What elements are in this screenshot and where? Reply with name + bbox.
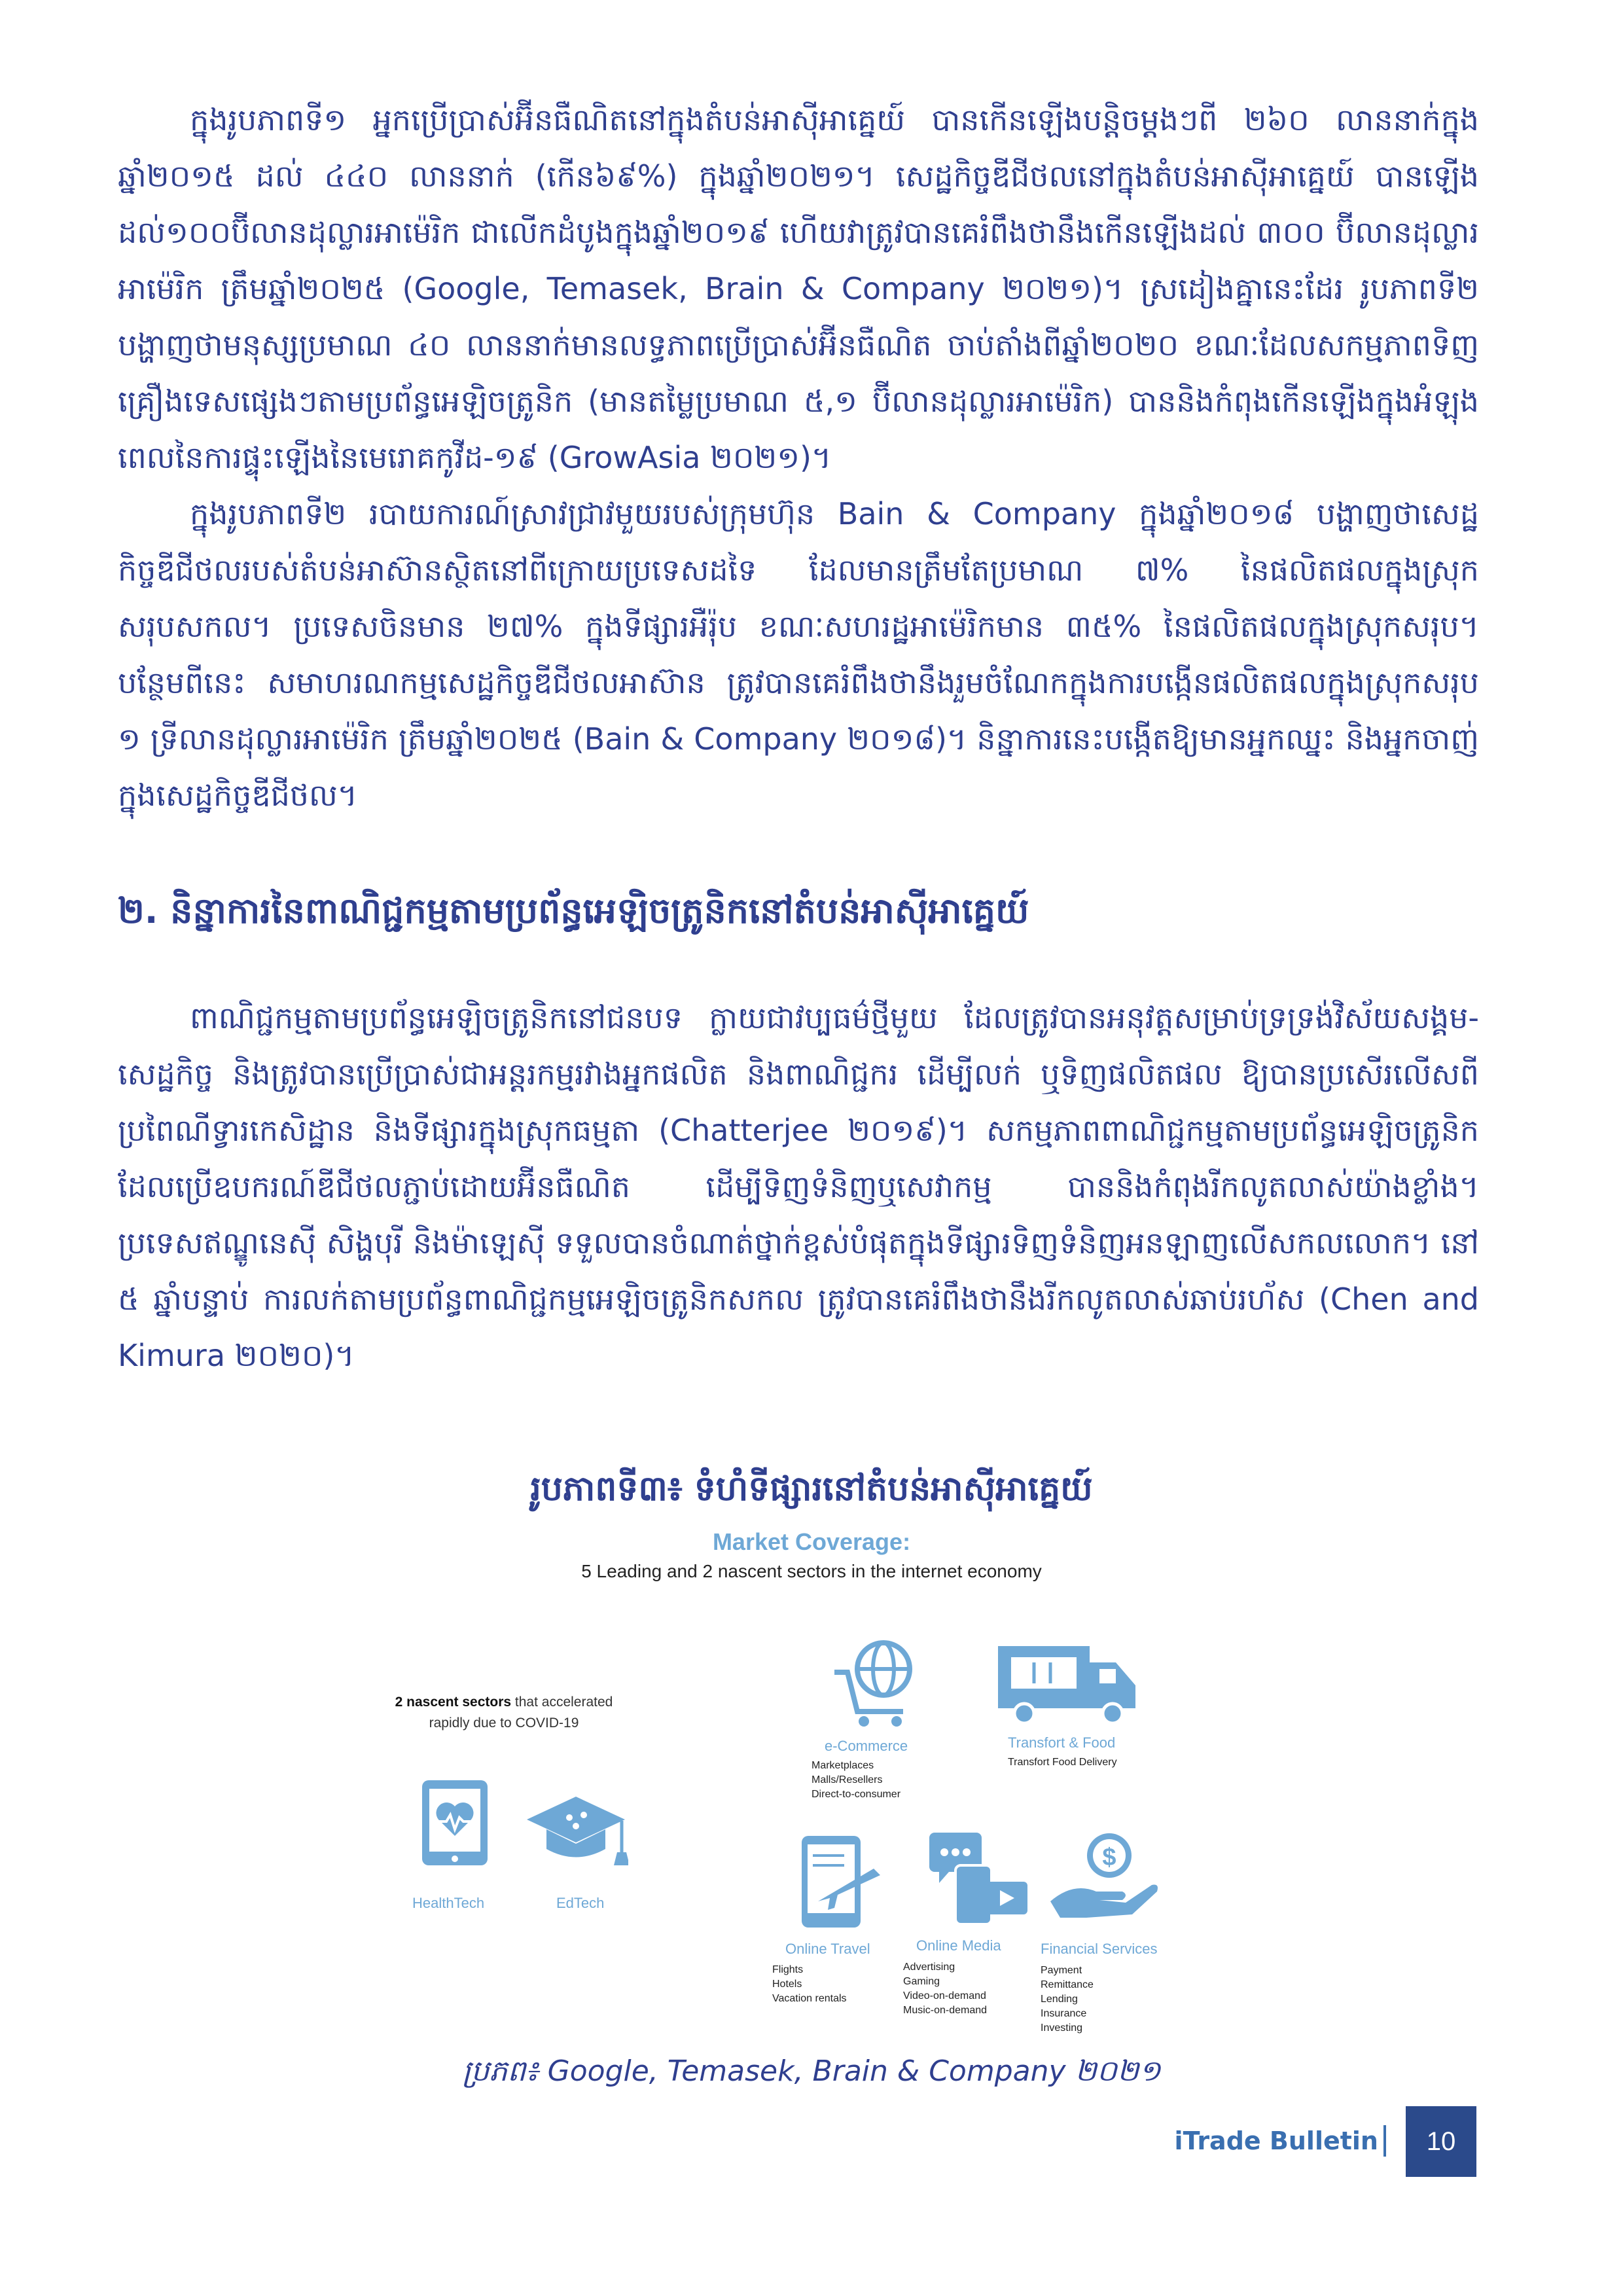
ecommerce-items bbox=[812, 1759, 901, 1802]
ecommerce-item: Marketplaces bbox=[812, 1760, 874, 1771]
transport-items bbox=[1008, 1755, 1117, 1770]
financial-items bbox=[1041, 1964, 1094, 2036]
healthtech-label: HealthTech bbox=[412, 1895, 485, 1911]
edtech-label: EdTech bbox=[556, 1895, 605, 1911]
transport-label: Transfort & Food bbox=[1008, 1734, 1116, 1751]
media-item: Gaming bbox=[903, 1976, 940, 1987]
paragraph-2: ក្នុងរូបភាពទី២ របាយការណ៍ស្រាវជ្រាវមួយរបស់ក្រុមហ៊ុន Bain & Company ក្នុងឆ្នាំ២០១៨ បង្ហាញថាសេដ្ឋកិច្ចឌីជីថលរបស់តំបន់អាស៊ានស្ថិតនៅពីក្រោយប្រទេសដទៃ ដែលមានត្រឹមតែប្រមាណ ៧% នៃផលិតផលក្នុងស្រុកសរុបសកល។ ប្រទេសចិនមាន ២៧% ក្នុងទីផ្សារអឺរ៉ុប ខណៈសហរដ្ឋអាម៉េរិកមាន ៣៥% នៃផលិតផលក្នុងស្រុកសរុប។ បន្ថែមពីនេះ សមាហរណកម្មសេដ្ឋកិច្ចឌីជីថលអាស៊ាន ត្រូវបានគេរំពឹងថានឹងរួមចំណែកក្នុងការបង្កើនផលិតផលក្នុងស្រុកសរុប ១ ទ្រីលានដុល្លារអាម៉េរិក ត្រឹមឆ្នាំ២០២៥ (Bain & Company ២០១៨)។ និន្នាការនេះបង្កើតឱ្យមានអ្នកឈ្នះ និងអ្នកចាញ់ក្នុងសេដ្ឋកិច្ចឌីជីថល។ bbox=[118, 496, 1479, 813]
paragraph-1: ក្នុងរូបភាពទី១ អ្នកប្រើប្រាស់អ៊ីនធឺណិតនៅក្នុងតំបន់អាស៊ីអាគ្នេយ៍ បានកើនឡើងបន្តិចម្តងៗពី ២៦០ លាននាក់ក្នុងឆ្នាំ២០១៥ ដល់ ៤៤០ លាននាក់ (កើន៦៩%) ក្នុងឆ្នាំ២០២១។ សេដ្ឋកិច្ចឌីជីថលនៅក្នុងតំបន់អាស៊ីអាគ្នេយ៍ បានឡើងដល់១០០ប៊ីលានដុល្លារអាម៉េរិក ជាលើកដំបូងក្នុងឆ្នាំ២០១៩ ហើយវាត្រូវបានគេរំពឹងថានឹងកើនឡើងដល់ ៣០០ ប៊ីលានដុល្លារអាម៉េរិក ត្រឹមឆ្នាំ២០២៥ (Google, Temasek, Brain & Company ២០២១)។ ស្រដៀងគ្នានេះដែរ រូបភាពទី២ បង្ហាញថាមនុស្សប្រមាណ ៤០ លាននាក់មានលទ្ធភាពប្រើប្រាស់អ៊ីនធឺណិត ចាប់តាំងពីឆ្នាំ២០២០ ខណៈដែលសកម្មភាពទិញគ្រឿងទេសផ្សេងៗតាមប្រព័ន្ធអេឡិចត្រូនិក (មានតម្លៃប្រមាណ ៥,១ ប៊ីលានដុល្លារអាម៉េរិក) បាននិងកំពុងកើនឡើងក្នុងអំឡុងពេលនៃការផ្ទុះឡើងនៃមេរោគកូវីដ-១៩ (GrowAsia ២០២១)។ bbox=[118, 102, 1479, 475]
page-number: 10 bbox=[1406, 2106, 1476, 2177]
paragraph-3: ពាណិជ្ជកម្មតាមប្រព័ន្ធអេឡិចត្រូនិកនៅជនបទ ក្លាយជាវប្បធម៌ថ្មីមួយ ដែលត្រូវបានអនុវត្តសម្រាប់ទ្រទ្រង់វិស័យសង្គម-សេដ្ឋកិច្ច និងត្រូវបានប្រើប្រាស់ជាអន្តរកម្មរវាងអ្នកផលិត និងពាណិជ្ជករ ដើម្បីលក់ ឬទិញផលិតផល ឱ្យបានប្រសើរលើសពីប្រពៃណីទ្វារកេសិដ្ឋាន និងទីផ្សារក្នុងស្រុកធម្មតា (Chatterjee ២០១៩)។ សកម្មភាពពាណិជ្ជកម្មតាមប្រព័ន្ធអេឡិចត្រូនិក ដែលប្រើឧបករណ៍ឌីជីថលភ្ជាប់ដោយអ៊ីនធឺណិត ដើម្បីទិញទំនិញឬសេវាកម្ម បាននិងកំពុងរីកលូតលាស់យ៉ាងខ្លាំង។ ប្រទេសឥណ្ឌូនេស៊ី សិង្ហបុរី និងម៉ាឡេស៊ី ទទួលបានចំណាត់ថ្នាក់ខ្ពស់បំផុតក្នុងទីផ្សារទិញទំនិញអនឡាញលើសកលលោក។ នៅ ៥ ឆ្នាំបន្ទាប់ ការលក់តាមប្រព័ន្ធពាណិជ្ជកម្មអេឡិចត្រូនិកសកល ត្រូវបានគេរំពឹងថានឹងរីកលូតលាស់ឆាប់រហ័ស (Chen and Kimura ២០២០)។ bbox=[118, 1000, 1479, 1373]
financial-label: Financial Services bbox=[1041, 1941, 1158, 1957]
nascent-bold: 2 nascent sectors bbox=[395, 1695, 512, 1710]
infographic-subtitle: 5 Leading and 2 nascent sectors in the internet economy bbox=[581, 1561, 1042, 1581]
globe-cart-icon bbox=[831, 1636, 923, 1728]
media-item: Video-on-demand bbox=[903, 1990, 986, 2001]
food-truck-icon bbox=[995, 1643, 1139, 1728]
travel-item: Flights bbox=[772, 1964, 804, 1975]
nascent-sectors-note bbox=[380, 1692, 628, 1734]
figure-title: រូបភាពទី៣៖ ទំហំទីផ្សារនៅតំបន់អាស៊ីអាគ្នេយ៍ bbox=[530, 1469, 1093, 1509]
travel-label: Online Travel bbox=[785, 1941, 870, 1957]
financial-item: Insurance bbox=[1041, 2008, 1087, 2019]
financial-item: Payment bbox=[1041, 1965, 1082, 1976]
phone-plane-icon bbox=[798, 1833, 883, 1931]
hand-coin-icon bbox=[1047, 1829, 1165, 1928]
transport-item: Transfort Food Delivery bbox=[1008, 1757, 1117, 1768]
ecommerce-label: e-Commerce bbox=[825, 1738, 908, 1754]
market-coverage-infographic bbox=[366, 1528, 1257, 2052]
media-label: Online Media bbox=[916, 1937, 1001, 1954]
footer-divider bbox=[1383, 2125, 1386, 2157]
nascent-rest: that accelerated rapidly due to COVID-19 bbox=[429, 1695, 613, 1731]
financial-item: Remittance bbox=[1041, 1979, 1094, 1990]
graduation-cap-icon bbox=[524, 1790, 628, 1869]
section-heading: ២. និន្នាការនៃពាណិជ្ជកម្មតាមប្រព័ន្ធអេឡិចត្រូនិកនៅតំបន់អាស៊ីអាគ្នេយ៍ bbox=[118, 890, 1029, 931]
ecommerce-item: Malls/Resellers bbox=[812, 1774, 883, 1785]
financial-item: Investing bbox=[1041, 2022, 1083, 2034]
travel-items bbox=[772, 1963, 847, 2006]
media-item: Advertising bbox=[903, 1962, 955, 1973]
financial-item: Lending bbox=[1041, 1994, 1078, 2005]
infographic-title: Market Coverage: bbox=[712, 1528, 911, 1555]
bulletin-name: iTrade Bulletin bbox=[1174, 2126, 1378, 2155]
travel-item: Hotels bbox=[772, 1979, 802, 1990]
media-item: Music-on-demand bbox=[903, 2005, 988, 2016]
ecommerce-item: Direct-to-consumer bbox=[812, 1789, 901, 1800]
media-devices-icon bbox=[926, 1829, 1031, 1928]
travel-item: Vacation rentals bbox=[772, 1993, 847, 2004]
svg-text:$: $ bbox=[1102, 1844, 1116, 1871]
media-items bbox=[903, 1960, 987, 2018]
tablet-heart-icon bbox=[419, 1777, 491, 1869]
figure-source: ប្រភព៖ Google, Temasek, Brain & Company ២០២១ bbox=[462, 2054, 1161, 2088]
